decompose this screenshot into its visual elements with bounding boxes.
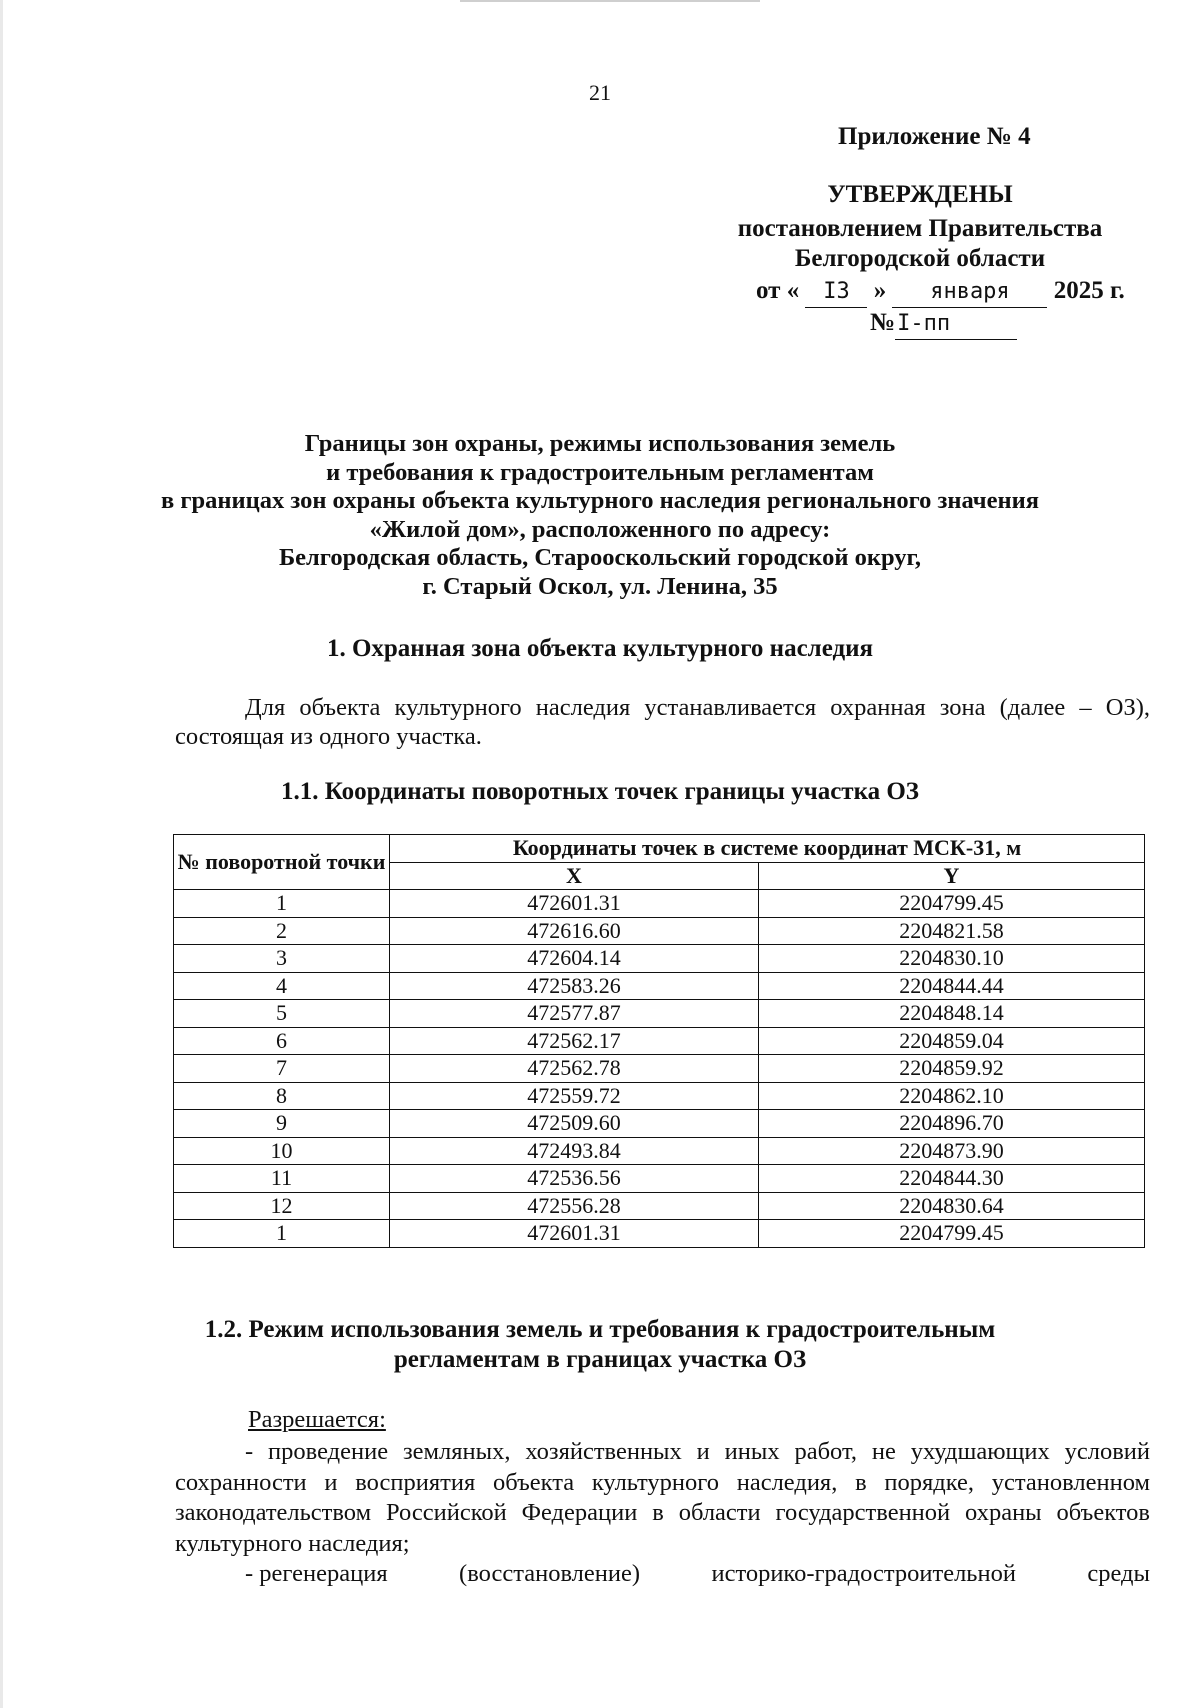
document-heading bbox=[0, 430, 1200, 601]
header-coordinates: Координаты точек в системе координат МСК-31, м bbox=[390, 835, 1145, 863]
cell-point-number: 8 bbox=[174, 1082, 390, 1110]
item-2-word: - регенерация bbox=[245, 1560, 388, 1587]
cell-y: 2204873.90 bbox=[759, 1137, 1145, 1165]
header-point-number: № поворотной точки bbox=[174, 835, 390, 890]
heading-line: и требования к градостроительным регламентам bbox=[326, 458, 874, 486]
table-row bbox=[174, 1220, 1145, 1248]
subsection-1-2-title bbox=[0, 1315, 1200, 1375]
cell-point-number: 6 bbox=[174, 1027, 390, 1055]
date-day: I3 bbox=[805, 277, 867, 308]
approval-date bbox=[756, 276, 1125, 308]
subsection-1-2-line: 1.2. Режим использования земель и требования к градостроительным bbox=[204, 1316, 996, 1343]
cell-y: 2204859.92 bbox=[759, 1055, 1145, 1083]
cell-x: 472562.78 bbox=[390, 1055, 759, 1083]
cell-x: 472601.31 bbox=[390, 1220, 759, 1248]
cell-x: 472562.17 bbox=[390, 1027, 759, 1055]
cell-y: 2204896.70 bbox=[759, 1110, 1145, 1138]
cell-x: 472536.56 bbox=[390, 1165, 759, 1193]
allowed-item-1 bbox=[175, 1437, 1150, 1559]
cell-point-number: 7 bbox=[174, 1055, 390, 1083]
cell-y: 2204844.30 bbox=[759, 1165, 1145, 1193]
item-2-word: историко-градостроительной bbox=[711, 1560, 1016, 1587]
table-row bbox=[174, 1192, 1145, 1220]
heading-line: г. Старый Оскол, ул. Ленина, 35 bbox=[422, 572, 778, 600]
cell-y: 2204821.58 bbox=[759, 917, 1145, 945]
cell-point-number: 5 bbox=[174, 1000, 390, 1028]
cell-point-number: 2 bbox=[174, 917, 390, 945]
section-1-title: 1. Охранная зона объекта культурного наследия bbox=[326, 635, 874, 662]
approved-region-line: Белгородской области bbox=[794, 245, 1046, 272]
table-row bbox=[174, 1137, 1145, 1165]
cell-x: 472604.14 bbox=[390, 945, 759, 973]
approved-label: УТВЕРЖДЕНЫ bbox=[827, 181, 1013, 208]
page-number: 21 bbox=[589, 80, 611, 105]
date-month: января bbox=[892, 277, 1047, 308]
cell-y: 2204848.14 bbox=[759, 1000, 1145, 1028]
cell-y: 2204859.04 bbox=[759, 1027, 1145, 1055]
cell-point-number: 4 bbox=[174, 972, 390, 1000]
cell-point-number: 10 bbox=[174, 1137, 390, 1165]
scan-edge-shadow bbox=[0, 0, 3, 1708]
cell-y: 2204844.44 bbox=[759, 972, 1145, 1000]
section-1-text-block bbox=[175, 693, 1150, 751]
allowed-item-1-text: - проведение земляных, хозяйственных и иных работ, не ухудшающих условий сохранности и восприятия объекта культурного наследия, в порядке, установленном законодательством Российской Федерации в области государственной охраны объектов культурного наследия; bbox=[175, 1438, 1150, 1557]
number-prefix: № bbox=[870, 309, 896, 336]
coordinates-table bbox=[173, 834, 1145, 1248]
heading-line: Белгородская область, Старооскольский городской округ, bbox=[278, 544, 921, 571]
allowed-item-2 bbox=[175, 1559, 1150, 1590]
cell-x: 472493.84 bbox=[390, 1137, 759, 1165]
table-row bbox=[174, 890, 1145, 918]
cell-point-number: 12 bbox=[174, 1192, 390, 1220]
table-row bbox=[174, 1027, 1145, 1055]
header-y: Y bbox=[759, 862, 1145, 890]
table-body bbox=[174, 890, 1145, 1248]
cell-x: 472601.31 bbox=[390, 890, 759, 918]
cell-x: 472559.72 bbox=[390, 1082, 759, 1110]
table-row bbox=[174, 917, 1145, 945]
date-mid: » bbox=[873, 277, 887, 304]
cell-point-number: 3 bbox=[174, 945, 390, 973]
approved-by-line: постановлением Правительства bbox=[737, 215, 1103, 242]
date-year: 2025 г. bbox=[1053, 277, 1125, 304]
cell-y: 2204799.45 bbox=[759, 1220, 1145, 1248]
cell-x: 472577.87 bbox=[390, 1000, 759, 1028]
date-prefix: от « bbox=[756, 277, 800, 304]
allowed-label: Разрешается: bbox=[248, 1406, 386, 1433]
cell-x: 472509.60 bbox=[390, 1110, 759, 1138]
subsection-1-2-line: регламентам в границах участка ОЗ bbox=[393, 1346, 807, 1373]
item-2-word: (восстановление) bbox=[459, 1560, 641, 1587]
heading-line: «Жилой дом», расположенного по адресу: bbox=[369, 515, 831, 543]
cell-point-number: 11 bbox=[174, 1165, 390, 1193]
cell-x: 472616.60 bbox=[390, 917, 759, 945]
cell-y: 2204830.64 bbox=[759, 1192, 1145, 1220]
header-x: X bbox=[390, 862, 759, 890]
appendix-label: Приложение № 4 bbox=[838, 123, 1031, 150]
table-row bbox=[174, 1055, 1145, 1083]
table-row bbox=[174, 972, 1145, 1000]
table-row bbox=[174, 945, 1145, 973]
table-header-row bbox=[174, 835, 1145, 863]
heading-line: в границах зон охраны объекта культурного наследия регионального значения bbox=[161, 487, 1039, 514]
table-row bbox=[174, 1082, 1145, 1110]
table-row bbox=[174, 1165, 1145, 1193]
scan-top-mark bbox=[460, 0, 760, 2]
subsection-1-1-title: 1.1. Координаты поворотных точек границы участка ОЗ bbox=[281, 778, 919, 805]
number-value: I-пп bbox=[895, 309, 1017, 340]
table-row bbox=[174, 1110, 1145, 1138]
cell-y: 2204862.10 bbox=[759, 1082, 1145, 1110]
cell-x: 472583.26 bbox=[390, 972, 759, 1000]
approval-number bbox=[870, 308, 1017, 340]
cell-y: 2204830.10 bbox=[759, 945, 1145, 973]
item-2-word: среды bbox=[1087, 1560, 1150, 1587]
cell-x: 472556.28 bbox=[390, 1192, 759, 1220]
section-1-text: Для объекта культурного наследия устанавливается охранная зона (далее – ОЗ), состоящая из одного участка. bbox=[175, 694, 1150, 750]
table-row bbox=[174, 1000, 1145, 1028]
cell-y: 2204799.45 bbox=[759, 890, 1145, 918]
heading-line: Границы зон охраны, режимы использования земель bbox=[304, 430, 896, 457]
cell-point-number: 9 bbox=[174, 1110, 390, 1138]
cell-point-number: 1 bbox=[174, 890, 390, 918]
cell-point-number: 1 bbox=[174, 1220, 390, 1248]
